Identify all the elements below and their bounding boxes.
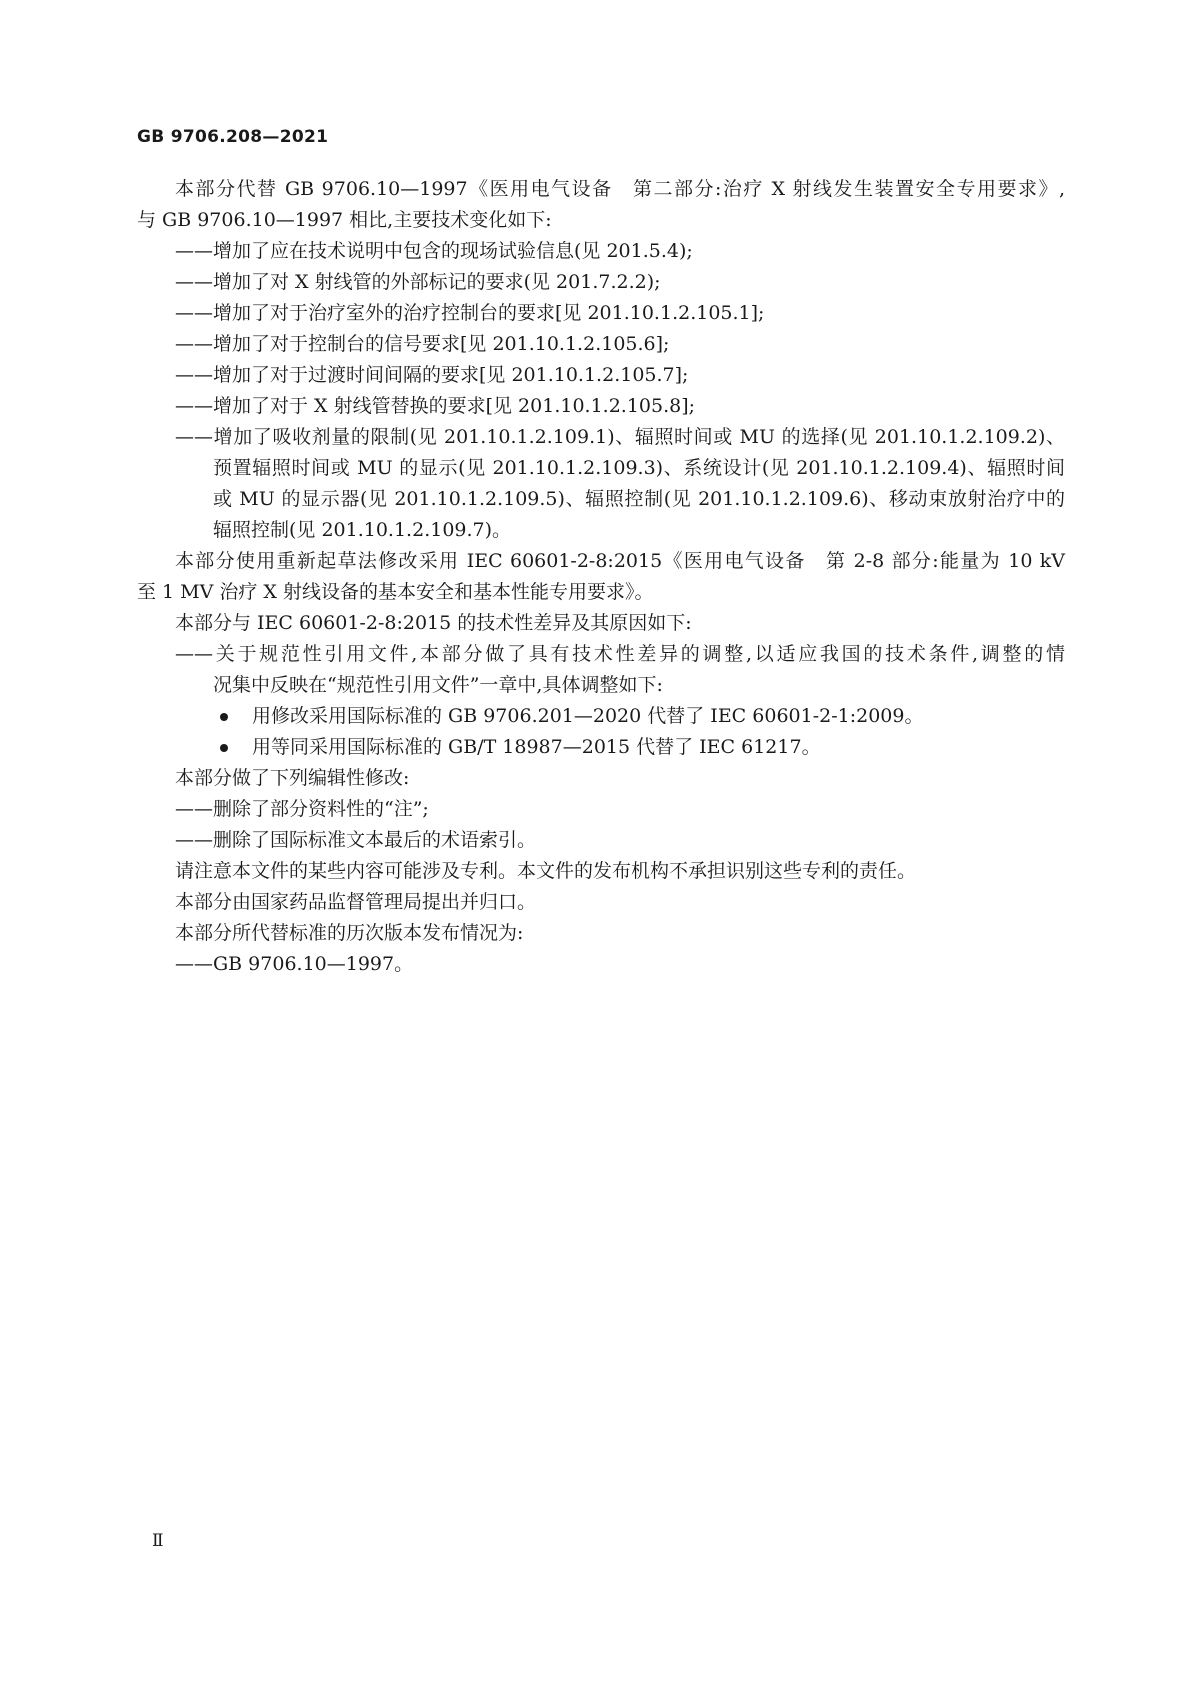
- list-item-continuation: [137, 484, 1065, 515]
- standard-number-header: GB 9706.208—2021: [137, 127, 329, 147]
- line-text: 本部分做了下列编辑性修改:: [175, 767, 410, 789]
- paragraph-continuation: [137, 577, 1065, 608]
- list-item: [137, 236, 1065, 267]
- list-item: [137, 360, 1065, 391]
- list-item: [137, 267, 1065, 298]
- paragraph-line: [137, 918, 1065, 949]
- bullet-dot-icon: [220, 713, 228, 721]
- line-text: 预置辐照时间或 MU 的显示(见 201.10.1.2.109.3)、系统设计(见 201.10.1.2.109.4)、辐照时间: [213, 457, 1065, 479]
- line-text: ——增加了对于控制台的信号要求[见 201.10.1.2.105.6];: [175, 333, 670, 355]
- line-text: ——增加了应在技术说明中包含的现场试验信息(见 201.5.4);: [175, 240, 693, 262]
- line-text: ——删除了国际标准文本最后的术语索引。: [175, 829, 537, 851]
- list-item: [137, 391, 1065, 422]
- bullet-text: 用等同采用国际标准的 GB/T 18987—2015 代替了 IEC 61217。: [252, 736, 821, 758]
- line-text: 本部分由国家药品监督管理局提出并归口。: [175, 891, 537, 913]
- paragraph-line: [137, 546, 1065, 577]
- line-text: 况集中反映在“规范性引用文件”一章中,具体调整如下:: [213, 674, 663, 696]
- list-item-continuation: [137, 515, 1065, 546]
- paragraph-line: [137, 763, 1065, 794]
- line-text: ——删除了部分资料性的“注”;: [175, 798, 429, 820]
- list-item-continuation: [137, 453, 1065, 484]
- paragraph-line: [137, 887, 1065, 918]
- list-item-continuation: [137, 670, 1065, 701]
- line-text: 与 GB 9706.10—1997 相比,主要技术变化如下:: [137, 209, 552, 231]
- list-item: [137, 298, 1065, 329]
- page-number: Ⅱ: [152, 1531, 164, 1551]
- foreword-body: [137, 174, 1065, 980]
- line-text: 本部分所代替标准的历次版本发布情况为:: [175, 922, 524, 944]
- line-text: ——增加了对于 X 射线管替换的要求[见 201.10.1.2.105.8];: [175, 395, 696, 417]
- line-text: 或 MU 的显示器(见 201.10.1.2.109.5)、辐照控制(见 201.10.1.2.109.6)、移动束放射治疗中的: [213, 488, 1065, 510]
- list-item: [137, 949, 1065, 980]
- line-text: 本部分代替 GB 9706.10—1997《医用电气设备 第二部分:治疗 X 射线发生装置安全专用要求》,: [175, 178, 1065, 200]
- bullet-item: [137, 701, 1065, 732]
- list-item: [137, 422, 1065, 453]
- list-item: [137, 329, 1065, 360]
- line-text: ——增加了对于治疗室外的治疗控制台的要求[见 201.10.1.2.105.1];: [175, 302, 765, 324]
- line-text: ——GB 9706.10—1997。: [175, 953, 414, 975]
- paragraph-line: [137, 608, 1065, 639]
- bullet-dot-icon: [220, 744, 228, 752]
- line-text: 本部分使用重新起草法修改采用 IEC 60601-2-8:2015《医用电气设备 第 2-8 部分:能量为 10 kV: [175, 550, 1065, 572]
- line-text: 请注意本文件的某些内容可能涉及专利。本文件的发布机构不承担识别这些专利的责任。: [175, 860, 917, 882]
- bullet-item: [137, 732, 1065, 763]
- line-text: ——增加了吸收剂量的限制(见 201.10.1.2.109.1)、辐照时间或 MU 的选择(见 201.10.1.2.109.2)、: [175, 426, 1065, 448]
- line-text: ——增加了对 X 射线管的外部标记的要求(见 201.7.2.2);: [175, 271, 661, 293]
- line-text: ——关于规范性引用文件,本部分做了具有技术性差异的调整,以适应我国的技术条件,调整的情: [175, 643, 1065, 665]
- line-text: ——增加了对于过渡时间间隔的要求[见 201.10.1.2.105.7];: [175, 364, 689, 386]
- bullet-text: 用修改采用国际标准的 GB 9706.201—2020 代替了 IEC 60601-2-1:2009。: [252, 705, 924, 727]
- list-item: [137, 794, 1065, 825]
- list-item: [137, 639, 1065, 670]
- list-item: [137, 825, 1065, 856]
- line-text: 至 1 MV 治疗 X 射线设备的基本安全和基本性能专用要求》。: [137, 581, 654, 603]
- paragraph-line: [137, 174, 1065, 205]
- paragraph-line: [137, 856, 1065, 887]
- paragraph-continuation: [137, 205, 1065, 236]
- line-text: 辐照控制(见 201.10.1.2.109.7)。: [213, 519, 512, 541]
- line-text: 本部分与 IEC 60601-2-8:2015 的技术性差异及其原因如下:: [175, 612, 692, 634]
